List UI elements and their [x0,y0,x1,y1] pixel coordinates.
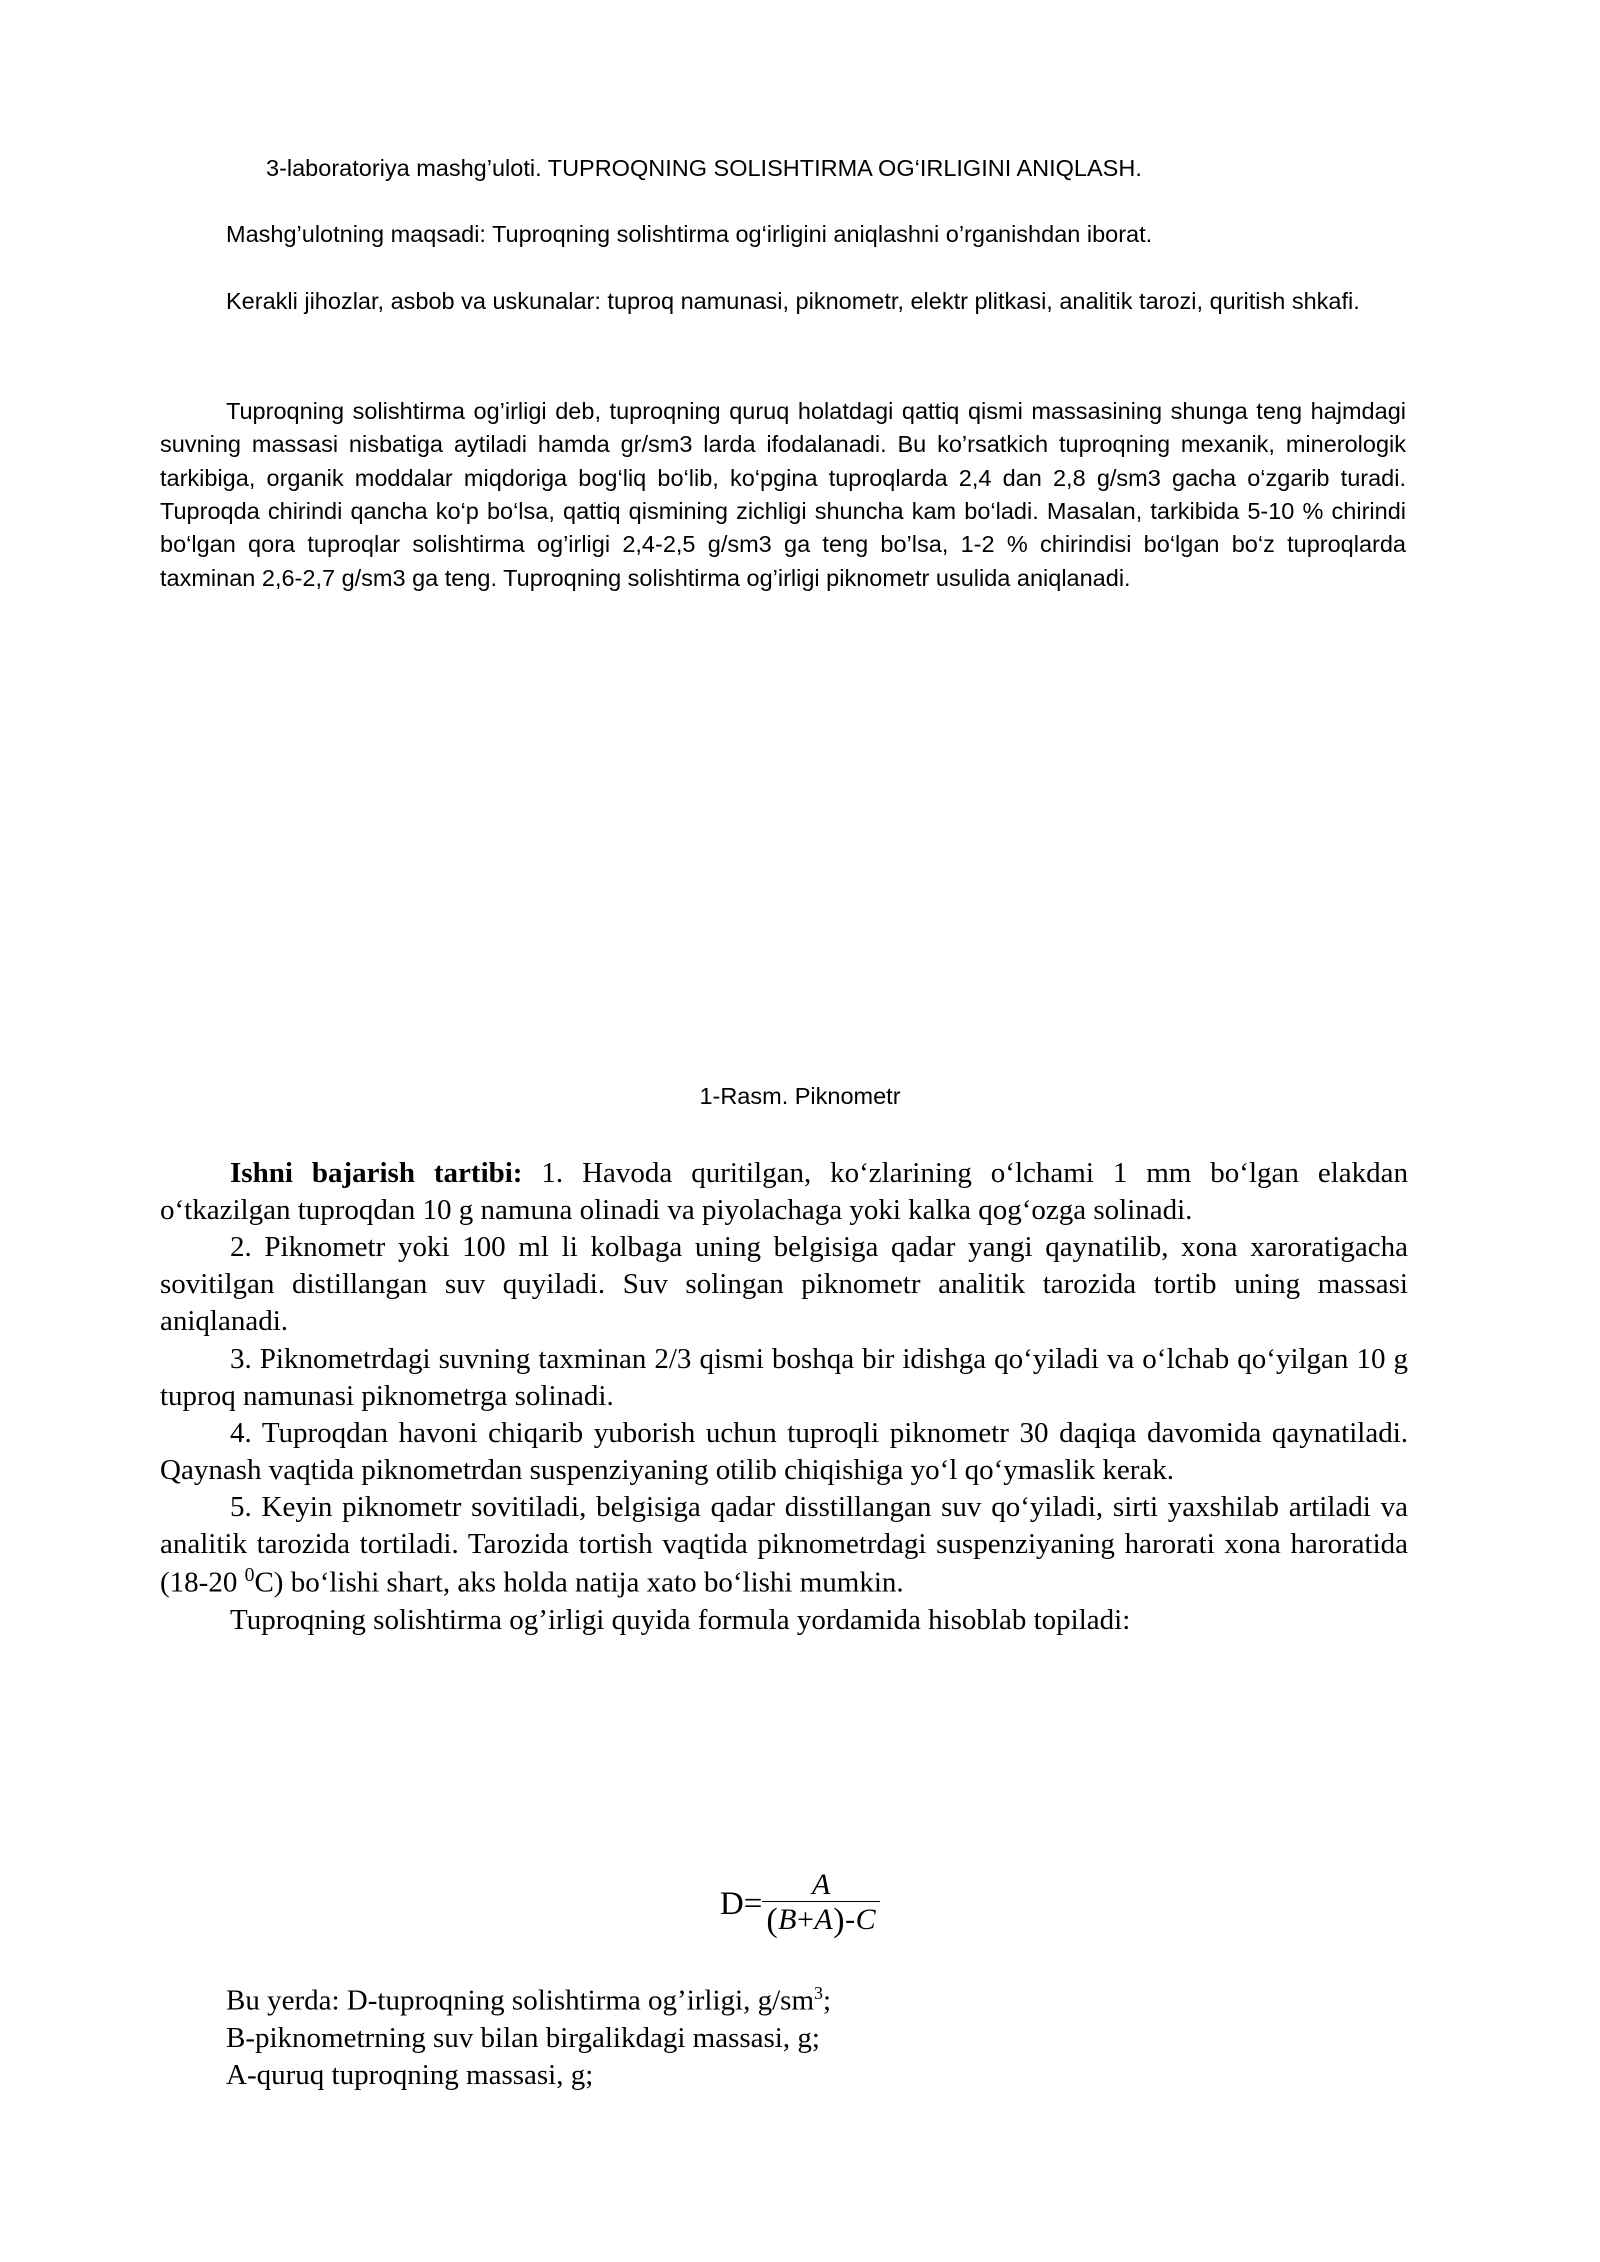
formula-close-paren: ) [833,1902,846,1939]
formula-den-right: A [814,1903,834,1936]
formula-den-last: C [855,1903,877,1936]
formula-open-paren: ( [766,1902,779,1939]
procedure-step-1-text: 1. Havoda quritilgan, ko‘zlarining o‘lchami 1 mm bo‘lgan elakdan o‘tkazilgan tuproqdan 10 g namuna olinadi va piyolachaga yoki kalka qog‘ozga solinadi. [160,1157,1408,1227]
procedure-step-3: 3. Piknometrdagi suvning taxminan 2/3 qismi boshqa bir idishga qo‘yiladi va o‘lchab qo‘yilgan 10 g tuproq namunasi piknometrga solinadi. [160,1342,1408,1412]
figure-caption: 1-Rasm. Piknometr [699,1083,901,1109]
formula-lhs: D= [719,1885,763,1922]
formula-numerator: A [812,1868,831,1901]
legend-line-a: A-quruq tuproqning massasi, g; [226,2058,594,2091]
procedure-heading: Ishni bajarish tartibi: [230,1157,523,1189]
legend-line-d [226,1982,1406,2020]
procedure-step-2: 2. Piknometr yoki 100 ml li kolbaga uning belgisiga qadar yangi qaynatilib, xona xaroratigacha sovitilgan distillangan suv quyiladi. Suv solingan piknometr analitik tarozida tortib uning massasi aniqlanadi. [160,1231,1408,1338]
degree-superscript: 0 [244,1564,255,1587]
page-title: 3-laboratoriya mashg’uloti. TUPROQNING SOLISHTIRMA OG‘IRLIGINI ANIQLASH. [266,155,1142,181]
specific-gravity-formula [720,1870,880,1938]
theory-paragraph: Tuproqning solishtirma og’irligi deb, tuproqning quruq holatdagi qattiq qismi massasining shunga teng hajmdagi suvning massasi nisbatiga aytiladi hamda gr/sm3 larda ifodalanadi. Bu ko’rsatkich tuproqning mexanik, minerologik tarkibiga, organik moddalar miqdoriga bog‘liq bo‘lib, ko‘pgina tuproqlarda 2,4 dan 2,8 g/sm3 gacha o‘zgarib turadi. Tuproqda chirindi qancha ko‘p bo‘lsa, qattiq qismining zichligi shuncha kam bo‘ladi. Masalan, tarkibida 5-10 % chirindi bo‘lgan qora tuproqlar solishtirma og’irligi 2,4-2,5 g/sm3 ga teng bo’lsa, 1-2 % chirindisi bo‘lgan bo‘z tuproqlarda taxminan 2,6-2,7 g/sm3 ga teng. Tuproqning solishtirma og’irligi piknometr usulida aniqlanadi. [160,398,1406,591]
legend-d-text: Bu yerda: D-tuproqning solishtirma og’irligi, g/sm [226,1984,815,2017]
figure-piknometr-image [430,640,1170,1060]
legend-list [226,1982,1406,2094]
procedure-section [160,1155,1408,1639]
formula-plus: + [797,1903,815,1936]
formula-block [0,1870,1600,1938]
legend-line-b: B-piknometrning suv bilan birgalikdagi massasi, g; [226,2021,820,2054]
formula-denominator [762,1902,880,1938]
procedure-step-5-a: 5. Keyin piknometr sovitiladi, belgisiga qadar disstillangan suv qo‘yiladi, sirti yaxshilab artiladi va analitik tarozida tortiladi. Tarozida tortish vaqtida piknometrdagi suspenziyaning harorati xona haroratida (18-20 [160,1490,1408,1599]
procedure-closing: Tuproqning solishtirma og’irligi quyida formula yordamida hisoblab topiladi: [230,1603,1131,1636]
purpose-paragraph: Mashg’ulotning maqsadi: Tuproqning solishtirma og‘irligini aniqlashni o’rganishdan iborat. [226,221,1153,247]
formula-fraction [762,1870,880,1938]
procedure-step-1 [160,1155,1408,1229]
formula-minus: - [845,1903,856,1936]
procedure-step-5-b: C) bo‘lishi shart, aks holda natija xato bo‘lishi mumkin. [254,1566,904,1599]
procedure-step-4: 4. Tuproqdan havoni chiqarib yuborish uchun tuproqli piknometr 30 daqiqa davomida qaynatiladi. Qaynash vaqtida piknometrdan suspenziyaning otilib chiqishiga yo‘l qo‘ymaslik kerak. [160,1416,1408,1486]
legend-d-suffix: ; [823,1984,832,2017]
equipment-paragraph: Kerakli jihozlar, asbob va uskunalar: tuproq namunasi, piknometr, elektr plitkasi, analitik tarozi, quritish shkafi. [226,288,1360,314]
formula-den-left: B [778,1903,797,1936]
cubic-superscript: 3 [814,1983,823,2003]
procedure-step-5 [160,1489,1408,1602]
